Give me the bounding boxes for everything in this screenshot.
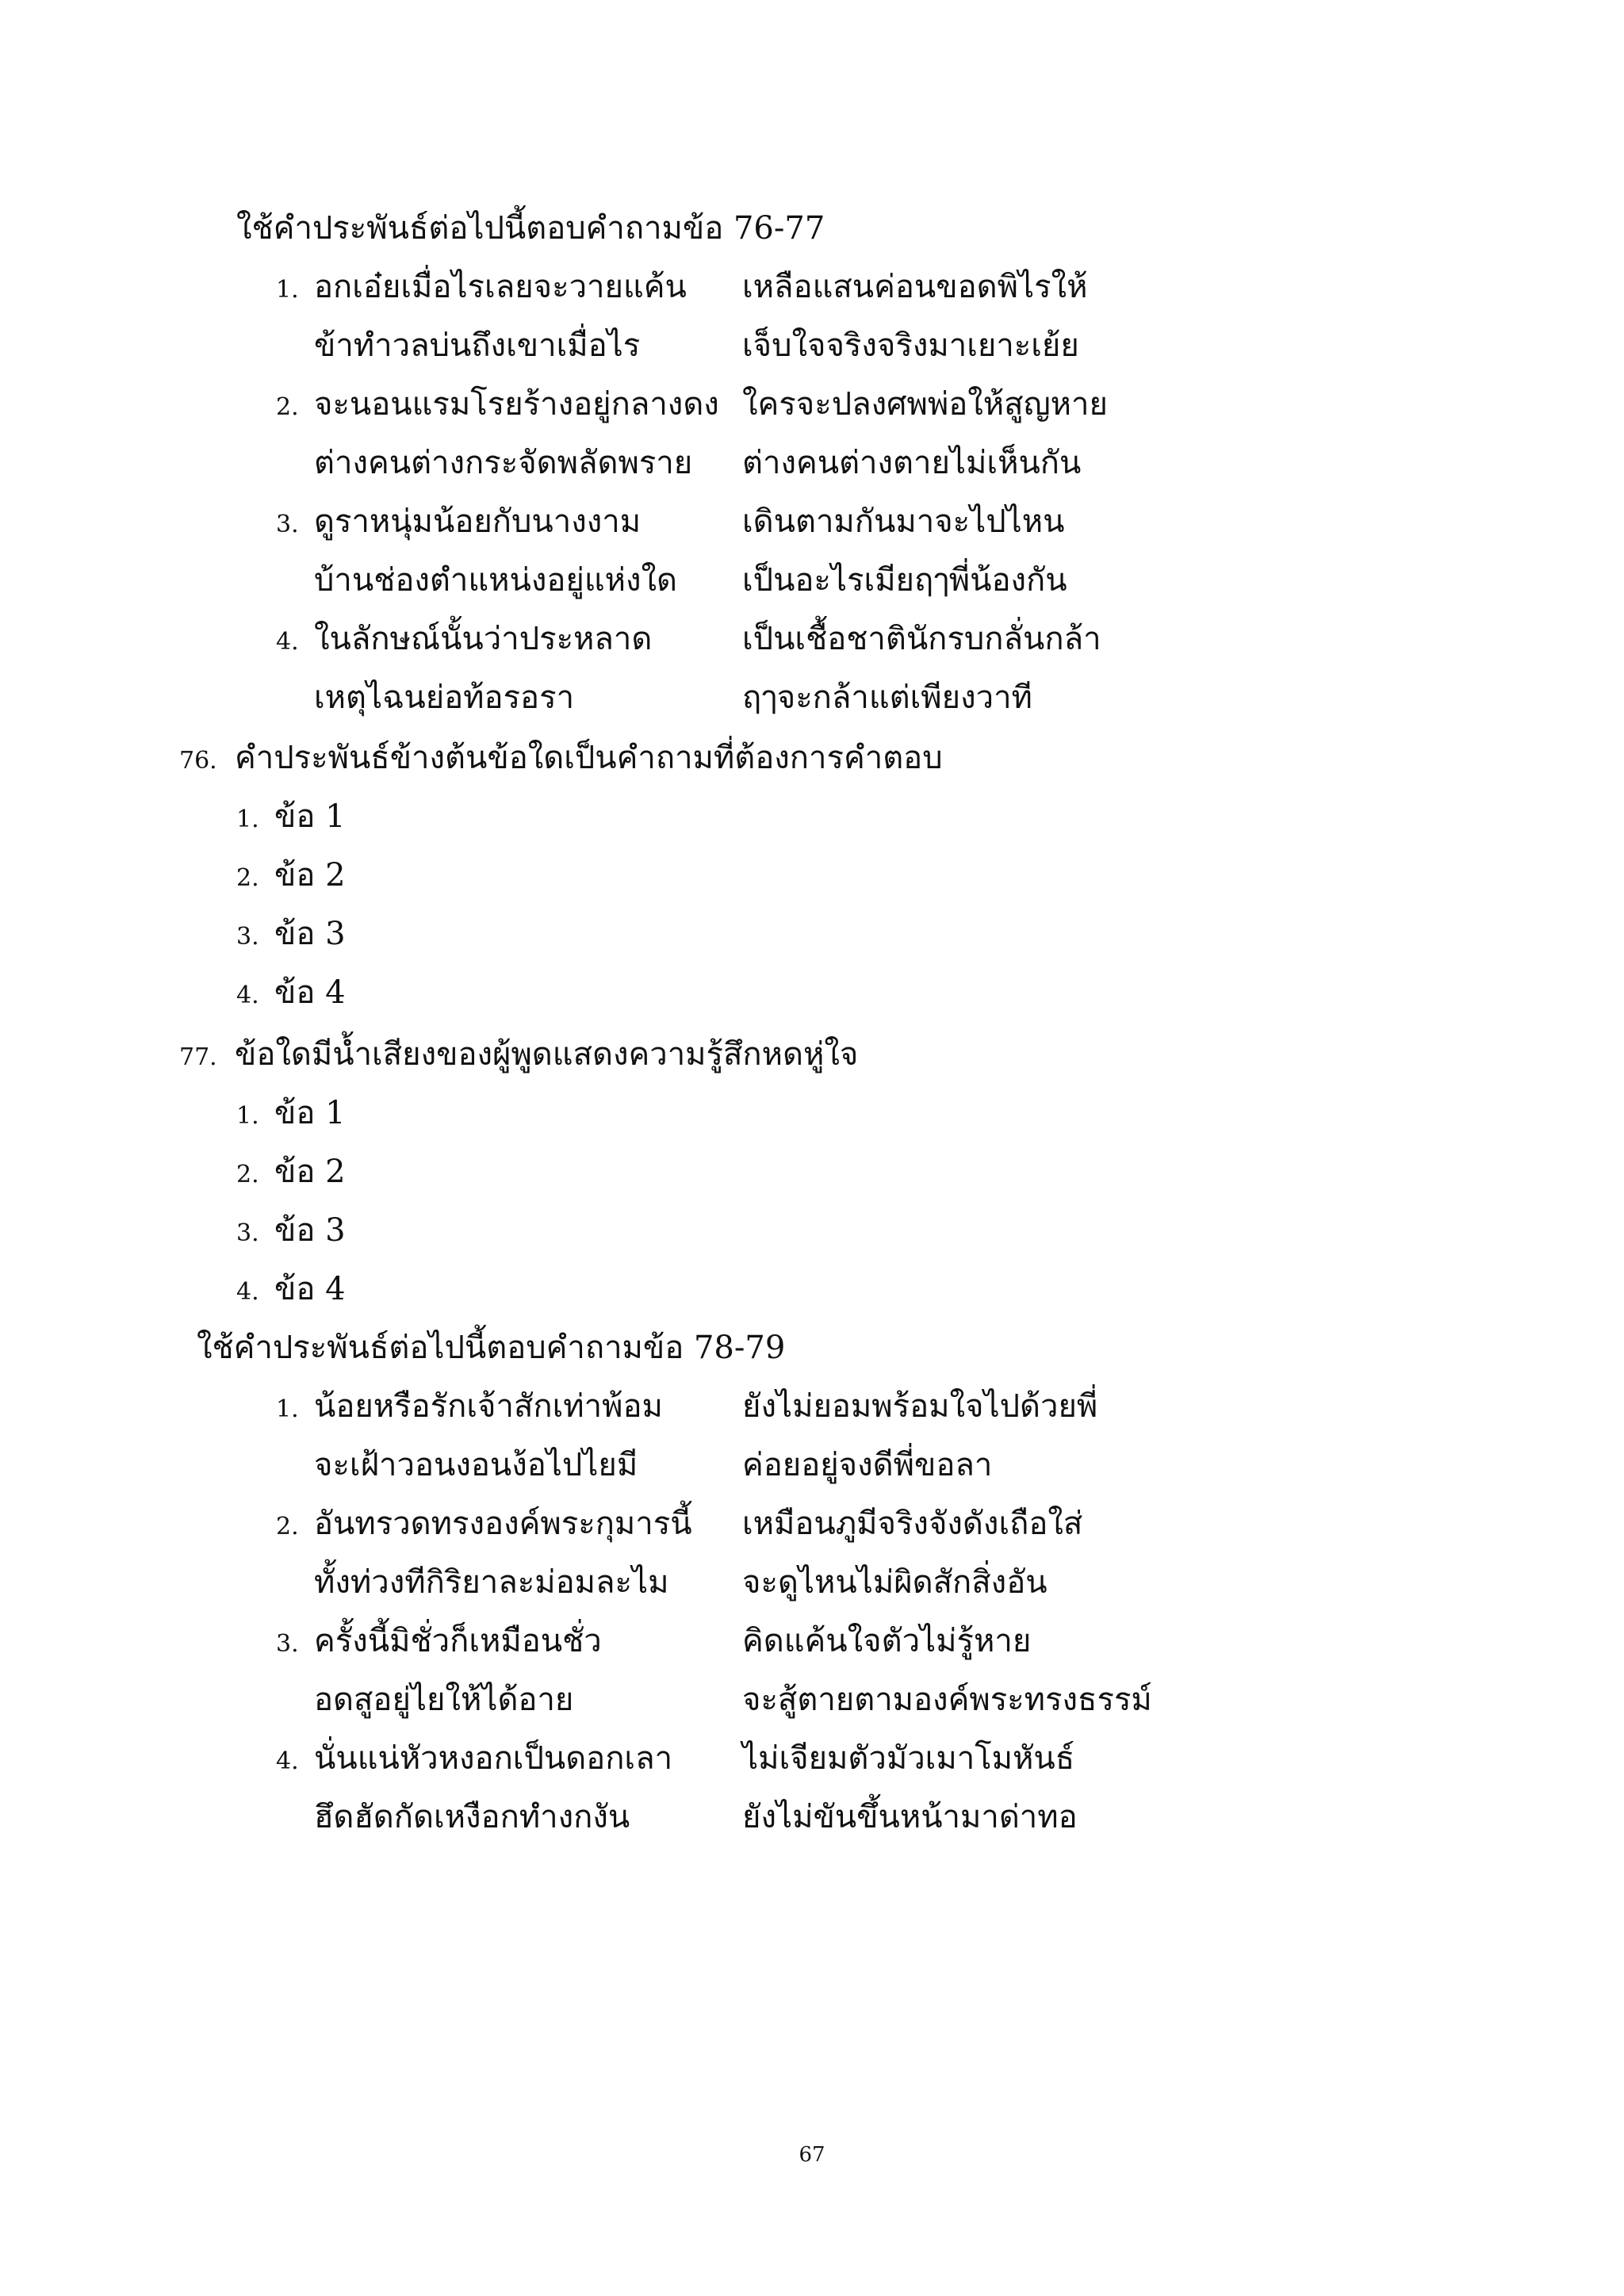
- poem-number: 2.: [276, 393, 299, 421]
- poem-line-left: ทั้งท่วงทีกิริยาละม่อมละไม: [314, 1564, 669, 1601]
- choice-text: ข้อ 3: [274, 1212, 346, 1249]
- poem-line-right: ต่างคนต่างตายไม่เห็นกัน: [742, 445, 1082, 481]
- choice-number: 3.: [236, 923, 259, 951]
- poem-line-right: เป็นเชื้อชาตินักรบกลั่นกล้า: [742, 621, 1101, 657]
- poem-number: 3.: [276, 511, 299, 538]
- poem-number: 4.: [276, 628, 299, 656]
- question-number: 76.: [179, 747, 217, 775]
- poem-line-left: ต่างคนต่างกระจัดพลัดพราย: [314, 445, 693, 481]
- choice-text: ข้อ 3: [274, 916, 346, 952]
- poem-line-right: เหมือนภูมีจริงจังดังเถือใส่: [742, 1506, 1083, 1542]
- poem-line-right: เหลือแสนค่อนขอดพิไรให้: [742, 269, 1088, 305]
- instruction-78-79: ใช้คำประพันธ์ต่อไปนี้ตอบคำถามข้อ 78-79: [197, 1330, 786, 1366]
- poem-line-right: ใครจะปลงศพพ่อให้สูญหาย: [742, 386, 1108, 423]
- poem-line-left: นั่นแน่หัวหงอกเป็นดอกเลา: [314, 1740, 673, 1777]
- choice-text: ข้อ 2: [274, 857, 346, 894]
- poem-number: 3.: [276, 1630, 299, 1658]
- poem-line-right: คิดแค้นใจตัวไม่รู้หาย: [742, 1623, 1032, 1659]
- poem-line-right: จะสู้ตายตามองค์พระทรงธรรม์: [742, 1682, 1152, 1718]
- choice-text: ข้อ 1: [274, 1095, 346, 1131]
- choice-number: 4.: [236, 982, 259, 1009]
- poem-line-left: ครั้งนี้มิชั่วก็เหมือนชั่ว: [314, 1623, 602, 1659]
- choice-number: 2.: [236, 1161, 259, 1188]
- poem-line-left: น้อยหรือรักเจ้าสักเท่าพ้อม: [314, 1388, 663, 1425]
- choice-text: ข้อ 4: [274, 974, 346, 1011]
- poem-number: 2.: [276, 1513, 299, 1540]
- poem-line-left: จะเฝ้าวอนงอนง้อไปไยมี: [314, 1447, 638, 1483]
- choice-text: ข้อ 4: [274, 1271, 346, 1307]
- choice-text: ข้อ 1: [274, 798, 346, 835]
- poem-number: 1.: [276, 276, 299, 304]
- choice-number: 4.: [236, 1278, 259, 1306]
- choice-number: 1.: [236, 1102, 259, 1130]
- question-text: ข้อใดมีน้ำเสียงของผู้พูดแสดงความรู้สึกหดหู่ใจ: [235, 1036, 859, 1073]
- poem-line-right: ค่อยอยู่จงดีพี่ขอลา: [742, 1447, 993, 1483]
- page-number: 67: [799, 2143, 825, 2167]
- poem-line-left: ในลักษณ์นั้นว่าประหลาด: [314, 621, 653, 657]
- poem-line-left: อดสูอยู่ไยให้ได้อาย: [314, 1682, 574, 1718]
- poem-line-left: อกเอ๋ยเมื่อไรเลยจะวายแค้น: [314, 269, 687, 305]
- poem-line-right: ฤๅจะกล้าแต่เพียงวาที: [742, 679, 1032, 716]
- choice-number: 3.: [236, 1219, 259, 1247]
- poem-line-right: เดินตามกันมาจะไปไหน: [742, 503, 1065, 540]
- poem-line-left: ดูราหนุ่มน้อยกับนางงาม: [314, 503, 642, 540]
- poem-number: 4.: [276, 1747, 299, 1775]
- poem-number: 1.: [276, 1395, 299, 1423]
- poem-line-right: เป็นอะไรเมียฤๅพี่น้องกัน: [742, 562, 1067, 599]
- question-number: 77.: [179, 1043, 217, 1071]
- poem-line-right: จะดูไหนไม่ผิดสักสิ่งอัน: [742, 1564, 1048, 1601]
- poem-line-right: ไม่เจียมตัวมัวเมาโมหันธ์: [742, 1740, 1075, 1777]
- poem-line-left: จะนอนแรมโรยร้างอยู่กลางดง: [314, 386, 719, 423]
- poem-line-right: เจ็บใจจริงจริงมาเยาะเย้ย: [742, 327, 1079, 364]
- choice-number: 1.: [236, 806, 259, 833]
- poem-line-left: ข้าทำวลบ่นถึงเขาเมื่อไร: [314, 327, 641, 364]
- poem-line-left: เหตุไฉนย่อท้อรอรา: [314, 679, 575, 716]
- poem-line-left: ฮึดฮัดกัดเหงือกทำงกงัน: [314, 1799, 630, 1835]
- choice-text: ข้อ 2: [274, 1154, 346, 1190]
- poem-line-right: ยังไม่ยอมพร้อมใจไปด้วยพี่: [742, 1388, 1098, 1425]
- poem-line-left: อันทรวดทรงองค์พระกุมารนี้: [314, 1506, 692, 1542]
- instruction-76-77: ใช้คำประพันธ์ต่อไปนี้ตอบคำถามข้อ 76-77: [236, 210, 825, 247]
- question-text: คำประพันธ์ข้างต้นข้อใดเป็นคำถามที่ต้องการคำตอบ: [235, 740, 943, 776]
- choice-number: 2.: [236, 864, 259, 892]
- poem-line-right: ยังไม่ขันขึ้นหน้ามาด่าทอ: [742, 1799, 1078, 1835]
- poem-line-left: บ้านช่องตำแหน่งอยู่แห่งใด: [314, 562, 678, 599]
